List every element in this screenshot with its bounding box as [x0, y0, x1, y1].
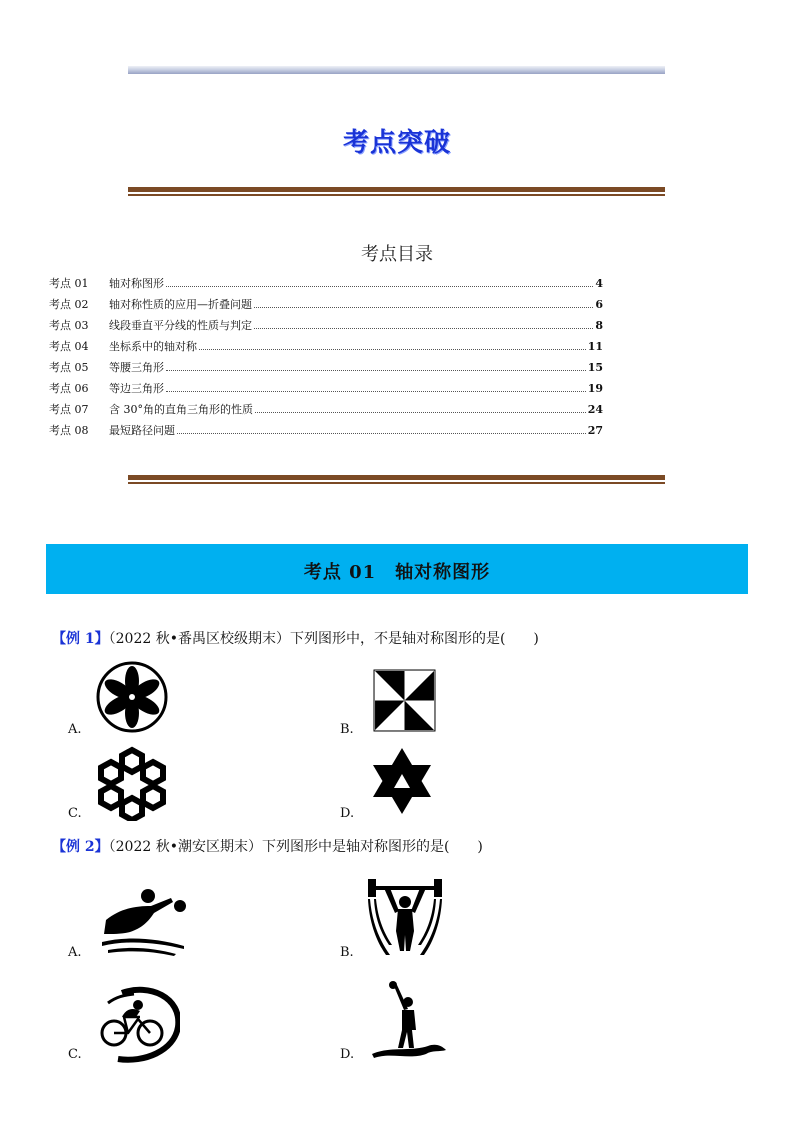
toc-item-title: 最短路径问题	[109, 424, 175, 437]
toc-item-label: 考点 04	[49, 340, 89, 353]
toc-item-page: 24	[587, 403, 603, 416]
top-decorative-rule	[128, 66, 665, 74]
flower-circle-figure	[95, 660, 169, 734]
table-of-contents	[49, 275, 603, 443]
example-1-tag: 【例 1】	[52, 631, 109, 647]
example-2-text: （2022 秋•潮安区期末）下列图形中是轴对称图形的是( )	[108, 839, 483, 855]
toc-leader-dots	[254, 307, 593, 308]
toc-item-page: 15	[587, 361, 603, 374]
toc-item-label: 考点 02	[49, 298, 89, 311]
toc-item-page: 27	[587, 424, 603, 437]
toc-item-label: 考点 05	[49, 361, 89, 374]
toc-item-title: 轴对称图形	[109, 277, 164, 290]
toc-item-page: 8	[595, 319, 603, 332]
toc-row[interactable]	[49, 422, 603, 443]
example-2-option-c-label: C.	[68, 1047, 82, 1062]
star-of-david-figure	[371, 747, 433, 815]
toc-title: 考点目录	[361, 244, 433, 265]
pinwheel-figure	[373, 669, 436, 732]
example-2-option-b-label: B.	[340, 945, 354, 960]
toc-leader-dots	[199, 349, 586, 350]
page-title: 考点突破	[342, 128, 451, 158]
toc-leader-dots	[166, 370, 586, 371]
example-2-option-d-label: D.	[340, 1047, 355, 1062]
toc-item-title: 坐标系中的轴对称	[109, 340, 197, 353]
example-2-tag: 【例 2】	[52, 839, 109, 855]
divider-rule-top	[128, 187, 665, 197]
toc-item-page: 11	[587, 340, 603, 353]
weightlifter-figure	[368, 875, 442, 957]
example-1-option-d-label: D.	[340, 806, 355, 821]
toc-row[interactable]	[49, 317, 603, 338]
toc-row[interactable]	[49, 296, 603, 317]
example-1-text: （2022 秋•番禺区校级期末）下列图形中，不是轴对称图形的是( )	[108, 631, 539, 647]
toc-leader-dots	[177, 433, 586, 434]
toc-item-label: 考点 08	[49, 424, 89, 437]
toc-item-page: 19	[587, 382, 603, 395]
toc-item-label: 考点 07	[49, 403, 89, 416]
toc-item-title: 线段垂直平分线的性质与判定	[109, 319, 252, 332]
toc-item-page: 6	[595, 298, 603, 311]
example-1-option-a-label: A.	[68, 722, 82, 737]
divider-rule-bottom	[128, 475, 665, 485]
volleyball-player-figure	[96, 878, 188, 956]
toc-row[interactable]	[49, 380, 603, 401]
example-2-option-a-label: A.	[68, 945, 82, 960]
example-1-option-b-label: B.	[340, 722, 354, 737]
hexagon-ring-figure	[94, 745, 170, 821]
section-header-bar	[46, 544, 748, 594]
section-title: 考点 01 轴对称图形	[303, 562, 491, 583]
toc-row[interactable]	[49, 338, 603, 359]
example-1-question	[52, 628, 539, 648]
cyclist-figure	[94, 985, 180, 1065]
toc-leader-dots	[166, 391, 586, 392]
toc-item-page: 4	[595, 277, 603, 290]
toc-item-title: 等边三角形	[109, 382, 164, 395]
toc-row[interactable]	[49, 275, 603, 296]
toc-item-title: 轴对称性质的应用—折叠问题	[109, 298, 252, 311]
golfer-figure	[370, 980, 448, 1062]
example-1-option-c-label: C.	[68, 806, 82, 821]
toc-item-label: 考点 06	[49, 382, 89, 395]
toc-leader-dots	[254, 328, 593, 329]
toc-item-title: 含 30°角的直角三角形的性质	[109, 403, 253, 416]
toc-leader-dots	[166, 286, 593, 287]
toc-row[interactable]	[49, 359, 603, 380]
toc-item-label: 考点 03	[49, 319, 89, 332]
toc-item-title: 等腰三角形	[109, 361, 164, 374]
toc-item-label: 考点 01	[49, 277, 89, 290]
toc-leader-dots	[255, 412, 586, 413]
toc-row[interactable]	[49, 401, 603, 422]
example-2-question	[52, 836, 483, 856]
